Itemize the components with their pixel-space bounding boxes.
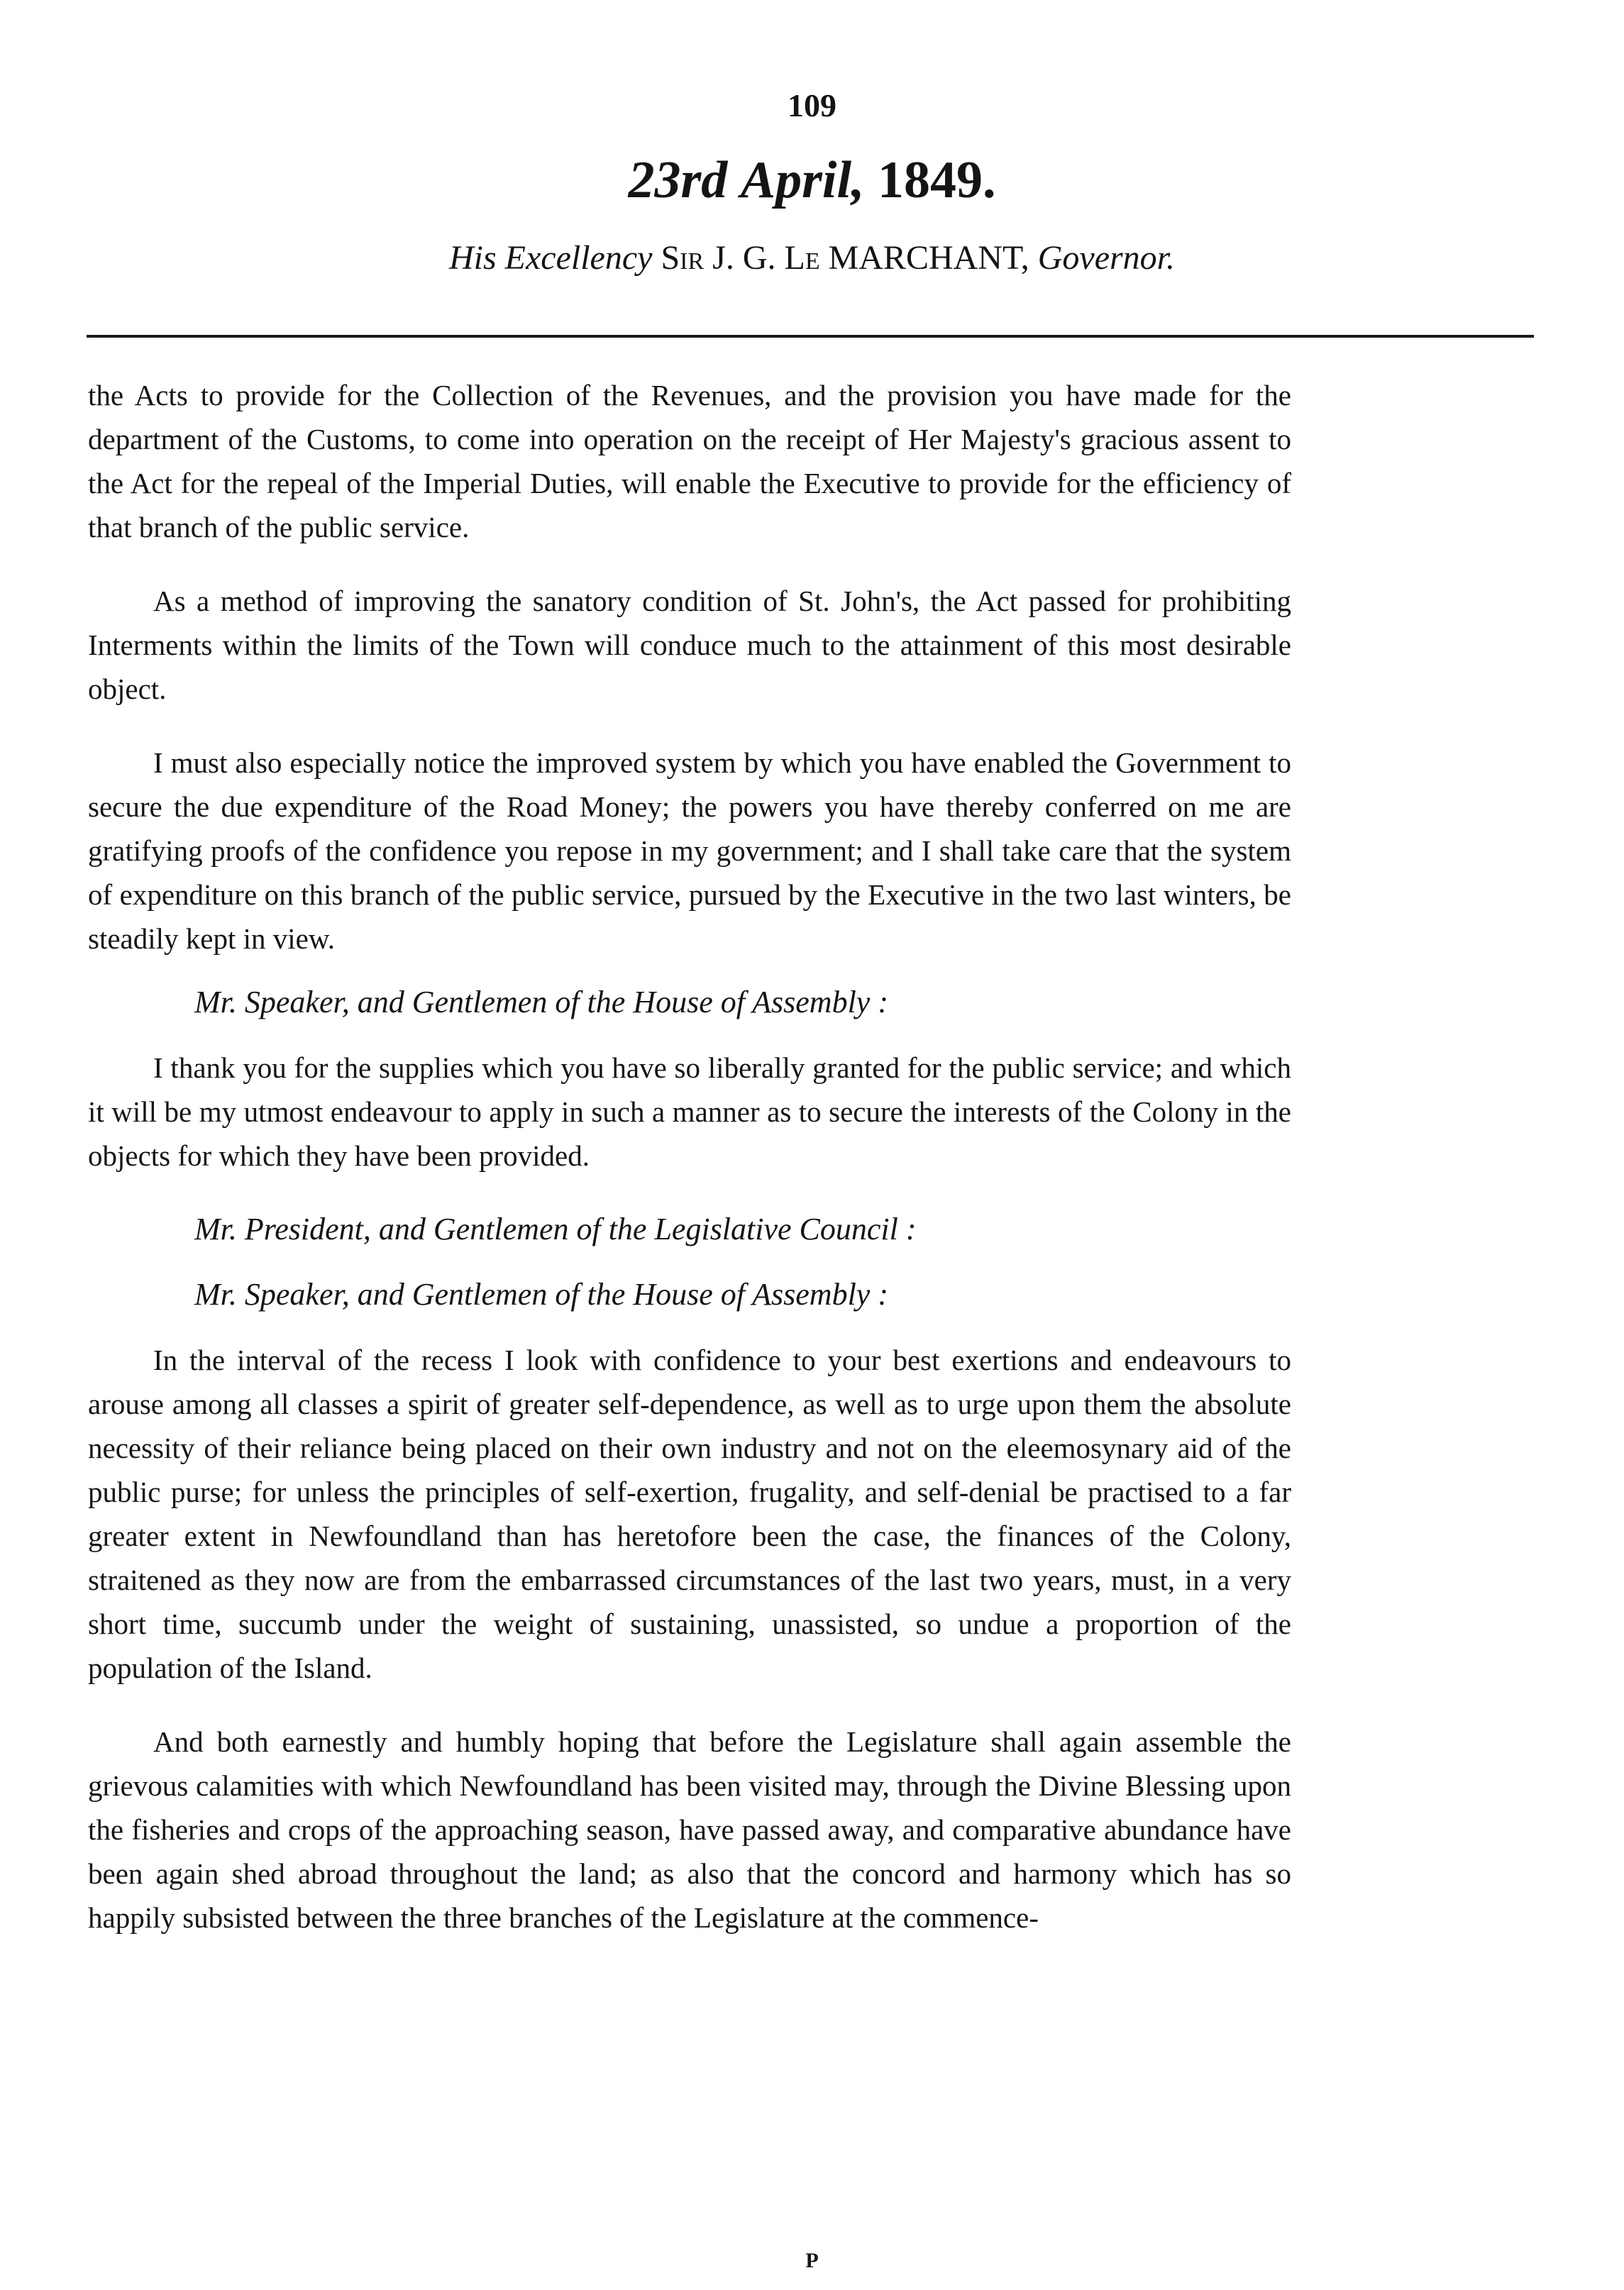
paragraph-supplies: I thank you for the supplies which you have so liberally granted for the public service; and which it will be my utmost endeavour to apply in such a manner as to secure the interests of the Colony in the objects for which they have been provided. xyxy=(88,1051,1291,1172)
governor-title: His Excellency xyxy=(448,239,653,277)
date-heading xyxy=(0,150,1624,211)
governor-name: Sir J. G. Le MARCHANT, xyxy=(661,239,1029,277)
signature-mark: P xyxy=(805,2249,819,2272)
paragraph-interments: As a method of improving the sanatory condition of St. John's, the Act passed for prohibiting Interments within the limits of the Town will conduce much to the attainment of this most desirable object. xyxy=(88,585,1291,705)
address-house-of-assembly: Mr. Speaker, and Gentlemen of the House of Assembly : xyxy=(194,985,888,1019)
paragraph-revenues: the Acts to provide for the Collection of the Revenues, and the provision you have made for the department of the Customs, to come into operation on the receipt of Her Majesty's gracious assent to the Act for the repeal of the Imperial Duties, will enable the Executive to provide for the efficiency of that branch of the public service. xyxy=(88,379,1291,543)
address-house-of-assembly-2: Mr. Speaker, and Gentlemen of the House of Assembly : xyxy=(194,1277,888,1312)
address-legislative-council: Mr. President, and Gentlemen of the Legislative Council : xyxy=(194,1212,917,1246)
speech-body xyxy=(88,373,1291,1969)
paragraph-road-money: I must also especially notice the improved system by which you have enabled the Government to secure the due expenditure of the Road Money; the powers you have thereby conferred on me are gratifying proofs of the confidence you repose in my government; and I shall take care that the system of expenditure on this branch of the public service, pursued by the Executive in the two last winters, be steadily kept in view. xyxy=(88,746,1291,955)
paragraph-recess: In the interval of the recess I look with confidence to your best exertions and endeavours to arouse among all classes a spirit of greater self-dependence, as well as to urge upon them the absolute necessity of their reliance being placed on their own industry and not on the eleemosynary aid of the public purse; for unless the principles of self-exertion, frugality, and self-denial be practised to a far greater extent in Newfoundland than has heretofore been the case, the finances of the Colony, straitened as they now are from the embarrassed circumstances of the last two years, must, in a very short time, succumb under the weight of sustaining, unassisted, so undue a proportion of the population of the Island. xyxy=(88,1344,1291,1684)
date-year: 1849. xyxy=(878,151,996,209)
paragraph-hoping: And both earnestly and humbly hoping that before the Legislature shall again assemble the grievous calamities with which Newfoundland has been visited may, through the Divine Blessing upon the fisheries and crops of the approaching season, have passed away, and comparative abundance have been again shed abroad throughout the land; as also that the concord and harmony which has so happily subsisted between the three branches of the Legislature at the commence- xyxy=(88,1725,1291,1934)
date-month: April, xyxy=(740,151,865,209)
governor-line xyxy=(0,238,1624,277)
governor-role: Governor. xyxy=(1037,239,1176,277)
page-number: 109 xyxy=(788,87,836,123)
header-rule xyxy=(87,335,1534,338)
date-day: 23rd xyxy=(628,151,728,209)
